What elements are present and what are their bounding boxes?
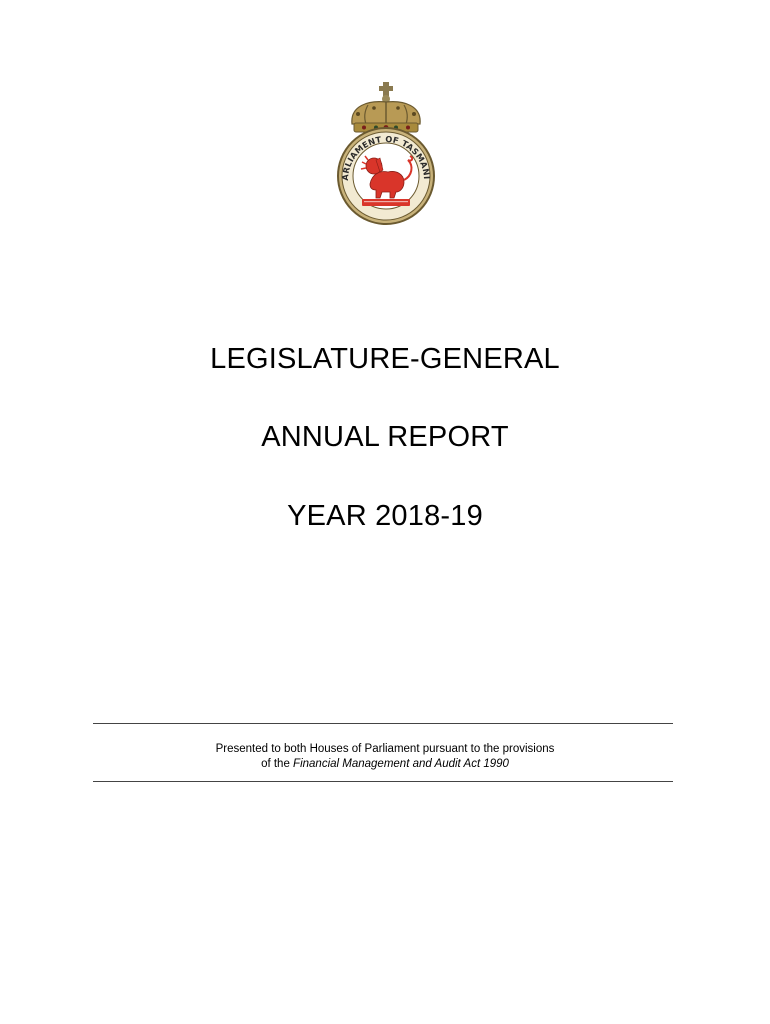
- act-name: Financial Management and Audit Act 1990: [293, 758, 509, 770]
- crown-icon: [352, 82, 420, 132]
- svg-text:PARLIAMENT OF TASMANIA: ARLIAMENT OF TASMANI: [339, 133, 433, 181]
- crown-and-seal-icon: [330, 80, 442, 226]
- divider-top: [93, 723, 673, 724]
- presentation-line-1: Presented to both Houses of Parliament pursuant to the provisions: [215, 743, 555, 755]
- report-title-line-2: ANNUAL REPORT: [261, 421, 509, 453]
- divider-bottom: [93, 781, 673, 782]
- report-title-line-3: YEAR 2018-19: [287, 500, 483, 532]
- presentation-line-2-prefix: of the: [261, 758, 294, 770]
- report-title-line-1: LEGISLATURE-GENERAL: [210, 343, 560, 375]
- presentation-line-2: [0, 757, 770, 772]
- parliament-seal-logo: [330, 80, 442, 226]
